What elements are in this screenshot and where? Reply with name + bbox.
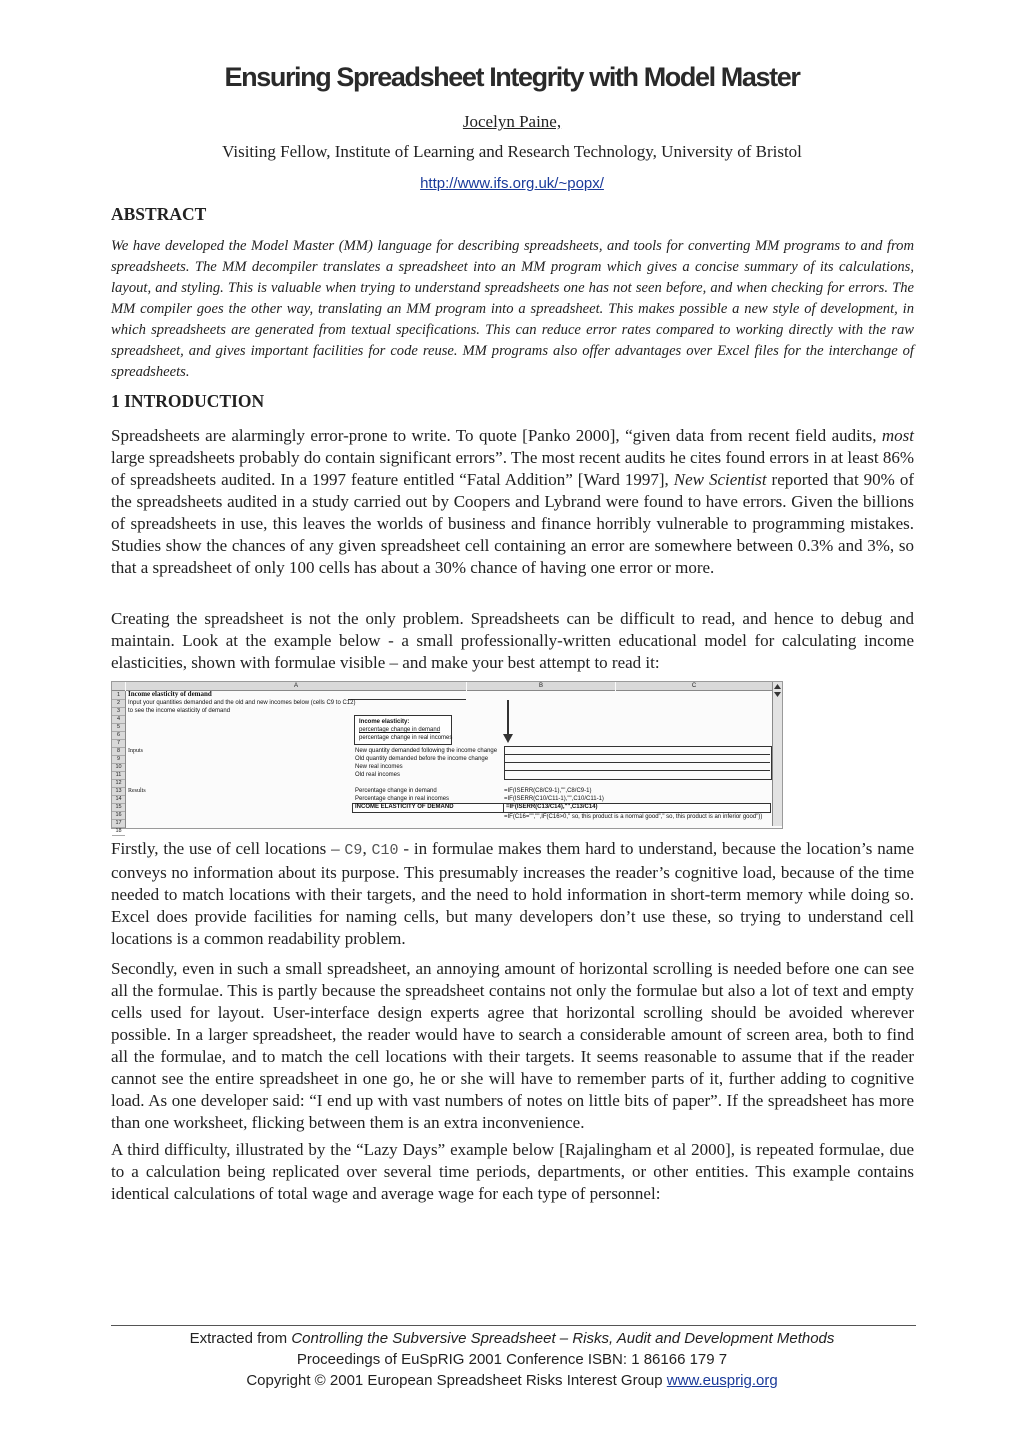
cell-b10: New real incomes — [355, 764, 403, 770]
box-title: Income elasticity: — [359, 719, 410, 725]
author-url-link[interactable]: http://www.ifs.org.uk/~popx/ — [420, 175, 604, 192]
row-number: 16 — [112, 811, 125, 820]
elasticity-label-box — [352, 803, 504, 813]
row-number: 13 — [112, 787, 125, 796]
emphasis-most: most — [881, 426, 914, 445]
abstract-heading: ABSTRACT — [111, 204, 207, 224]
code-c10: C10 — [371, 842, 399, 859]
scroll-up-icon[interactable] — [774, 684, 781, 690]
cell-a8-inputs: Inputs — [128, 748, 143, 754]
row-number: 8 — [112, 747, 125, 756]
row-number: 2 — [112, 699, 125, 708]
abstract-text: We have developed the Model Master (MM) language for describing spreadsheets, and tools for converting MM programs to and from spreadsheets. The MM decompiler translates a spreadsheet into an MM program which gives a concise summary of its calculations, layout, and styling. This is valuable when trying to understand spreadsheets one has not seen before, and when checking for errors. The MM compiler goes the other way, translating an MM program into a spreadsheet. This makes possible a new style of development, in which spreadsheets are generated from textual specifications. This can reduce error rates compared to working directly with the raw spreadsheet, and gives important facilities for code reuse. MM programs also offer advantages over Excel files for the interchange of spreadsheets. — [111, 238, 914, 380]
paragraph-3: Firstly, the use of cell locations – C9, C10 - in formulae makes them hard to understand, because the location’s name conveys no information about its purpose. This presumably increases the reader’s cognitive load, because of the time needed to match locations with their targets, and the need to hold information in short-term memory while doing so. Excel does provide facilities for naming cells, but many developers don’t use these, so trying to understand cell locations is a common readability problem. — [111, 839, 915, 948]
box-denominator: percentage change in real incomes — [359, 735, 453, 741]
affiliation: Visiting Fellow, Institute of Learning and Research Technology, University of Bristol — [222, 142, 802, 161]
footer-line-3: Copyright © 2001 European Spreadsheet Risks Interest Group www.eusprig.org — [246, 1372, 778, 1389]
paragraph-2: Creating the spreadsheet is not the only problem. Spreadsheets can be difficult to read, and hence to debug and maintain. Look at the example below - a small professionally-written educational model for calculating income elasticities, shown with formulae visible – and make your best attempt to read it: — [111, 609, 914, 672]
cell-a3: to see the income elasticity of demand — [128, 708, 231, 714]
cell-c13-formula: =IF(ISERR(C8/C9-1),"",C8/C9-1) — [504, 788, 592, 794]
input-row-line — [504, 770, 770, 771]
input-row-line — [504, 754, 770, 755]
row-number: 4 — [112, 715, 125, 724]
cell-b14: Percentage change in real incomes — [355, 796, 450, 802]
footer-line-2: Proceedings of EuSpRIG 2001 Conference ISBN: 1 86166 179 7 — [296, 1351, 728, 1368]
row-number: 15 — [112, 803, 125, 812]
column-header-c: C — [616, 682, 772, 691]
title-underline — [348, 699, 466, 700]
row-number: 7 — [112, 739, 125, 748]
box-numerator: percentage change in demand — [359, 727, 441, 733]
paper-title: Ensuring Spreadsheet Integrity with Model Master — [224, 62, 800, 92]
column-header-b: B — [467, 682, 615, 691]
input-cells-box — [504, 746, 772, 780]
row-number: 1 — [112, 691, 125, 700]
row-number: 3 — [112, 707, 125, 716]
author: Jocelyn Paine, — [462, 112, 562, 131]
cell-b11: Old real incomes — [355, 772, 401, 778]
cell-a13-results: Results — [128, 788, 146, 794]
cell-b16: INCOME ELASTICITY OF DEMAND — [355, 804, 454, 810]
footer-divider — [111, 1325, 916, 1326]
emphasis-new-scientist: New Scientist — [673, 470, 767, 489]
cell-a2: Input your quantities demanded and the old and new incomes below (cells C9 to C12) — [128, 700, 356, 706]
row-number: 14 — [112, 795, 125, 804]
paragraph-5: A third difficulty, illustrated by the “Lazy Days” example below [Rajalingham et al 2000], is repeated formulae, due to a calculation being replicated over several time periods, departments, or other entities. This example contains identical calculations of total wage and average wage for each type of personnel: — [111, 1140, 914, 1203]
cell-c16-formula: =IF(ISERR(C13/C14),"",C13/C14) — [506, 804, 598, 810]
row-number: 5 — [112, 723, 125, 732]
row-number: 11 — [112, 771, 125, 780]
code-c9: C9 — [344, 842, 363, 859]
elasticity-formula-box — [354, 715, 452, 745]
scroll-down-icon[interactable] — [774, 692, 781, 698]
cell-a1-title: Income elasticity of demand — [128, 690, 212, 698]
footer-eusprig-link[interactable]: www.eusprig.org — [666, 1372, 778, 1389]
input-row-line — [504, 762, 770, 763]
row-number: 17 — [112, 819, 125, 828]
section-heading-introduction: 1 INTRODUCTION — [111, 391, 265, 411]
spreadsheet-figure — [111, 681, 783, 834]
footer-book-title: Controlling the Subversive Spreadsheet – Risks, Audit and Development Methods — [291, 1330, 835, 1347]
down-arrow-icon — [502, 700, 514, 744]
cell-c17-formula: =IF(C16="","",IF(C16>0," so, this product is a normal good"," so, this product is an inferior good")) — [504, 814, 763, 820]
cell-c14-formula: =IF(ISERR(C10/C11-1),"",C10/C11-1) — [504, 796, 604, 802]
paragraph-4: Secondly, even in such a small spreadsheet, an annoying amount of horizontal scrolling is needed before one can see all the formulae. This is partly because the spreadsheet contains not only the formulae but also a lot of text and empty cells used for layout. User-interface design experts agree that horizontal scrolling should be avoided wherever possible. In a larger spreadsheet, the reader would have to search a considerable amount of screen area, both to find all the formulae, and to match the cell locations with their targets. It seems reasonable to assume that if the reader cannot see the entire spreadsheet in one go, he or she will have to remember parts of it, further adding to cognitive load. As one developer said: “I end up with vast numbers of notes on little bits of paper”. If the spreadsheet has more than one worksheet, flicking between them is an extra inconvenience. — [111, 959, 914, 1132]
row-number: 9 — [112, 755, 125, 764]
cell-b9: Old quantity demanded before the income change — [355, 756, 489, 762]
row-number: 6 — [112, 731, 125, 740]
footer-line-1: Extracted from Controlling the Subversive Spreadsheet – Risks, Audit and Development Methods — [189, 1330, 835, 1347]
cell-b8: New quantity demanded following the income change — [355, 748, 498, 754]
corner-header — [112, 682, 125, 691]
row-number: 18 — [112, 827, 125, 836]
paragraph-1: Spreadsheets are alarmingly error-prone to write. To quote [Panko 2000], “given data from recent field audits, most large spreadsheets probably do contain significant errors”. The most recent audits he cites found errors in at least 86% of spreadsheets audited. In a 1997 feature entitled “Fatal Addition” [Ward 1997], New Scientist reported that 90% of the spreadsheets audited in a study carried out by Coopers and Lybrand were found to have errors. Given the billions of spreadsheets in use, this leaves the worlds of business and finance horribly vulnerable to programming mistakes. Studies show the chances of any given spreadsheet cell containing an error are somewhere between 0.3% and 3%, so that a spreadsheet of only 100 cells has about a 30% chance of having one error or more. — [111, 426, 914, 577]
column-header-a: A — [126, 682, 466, 691]
vertical-scrollbar[interactable] — [772, 682, 782, 826]
elasticity-formula-cell-box — [503, 803, 771, 813]
cell-b13: Percentage change in demand — [355, 788, 437, 794]
row-number: 10 — [112, 763, 125, 772]
row-number: 12 — [112, 779, 125, 788]
